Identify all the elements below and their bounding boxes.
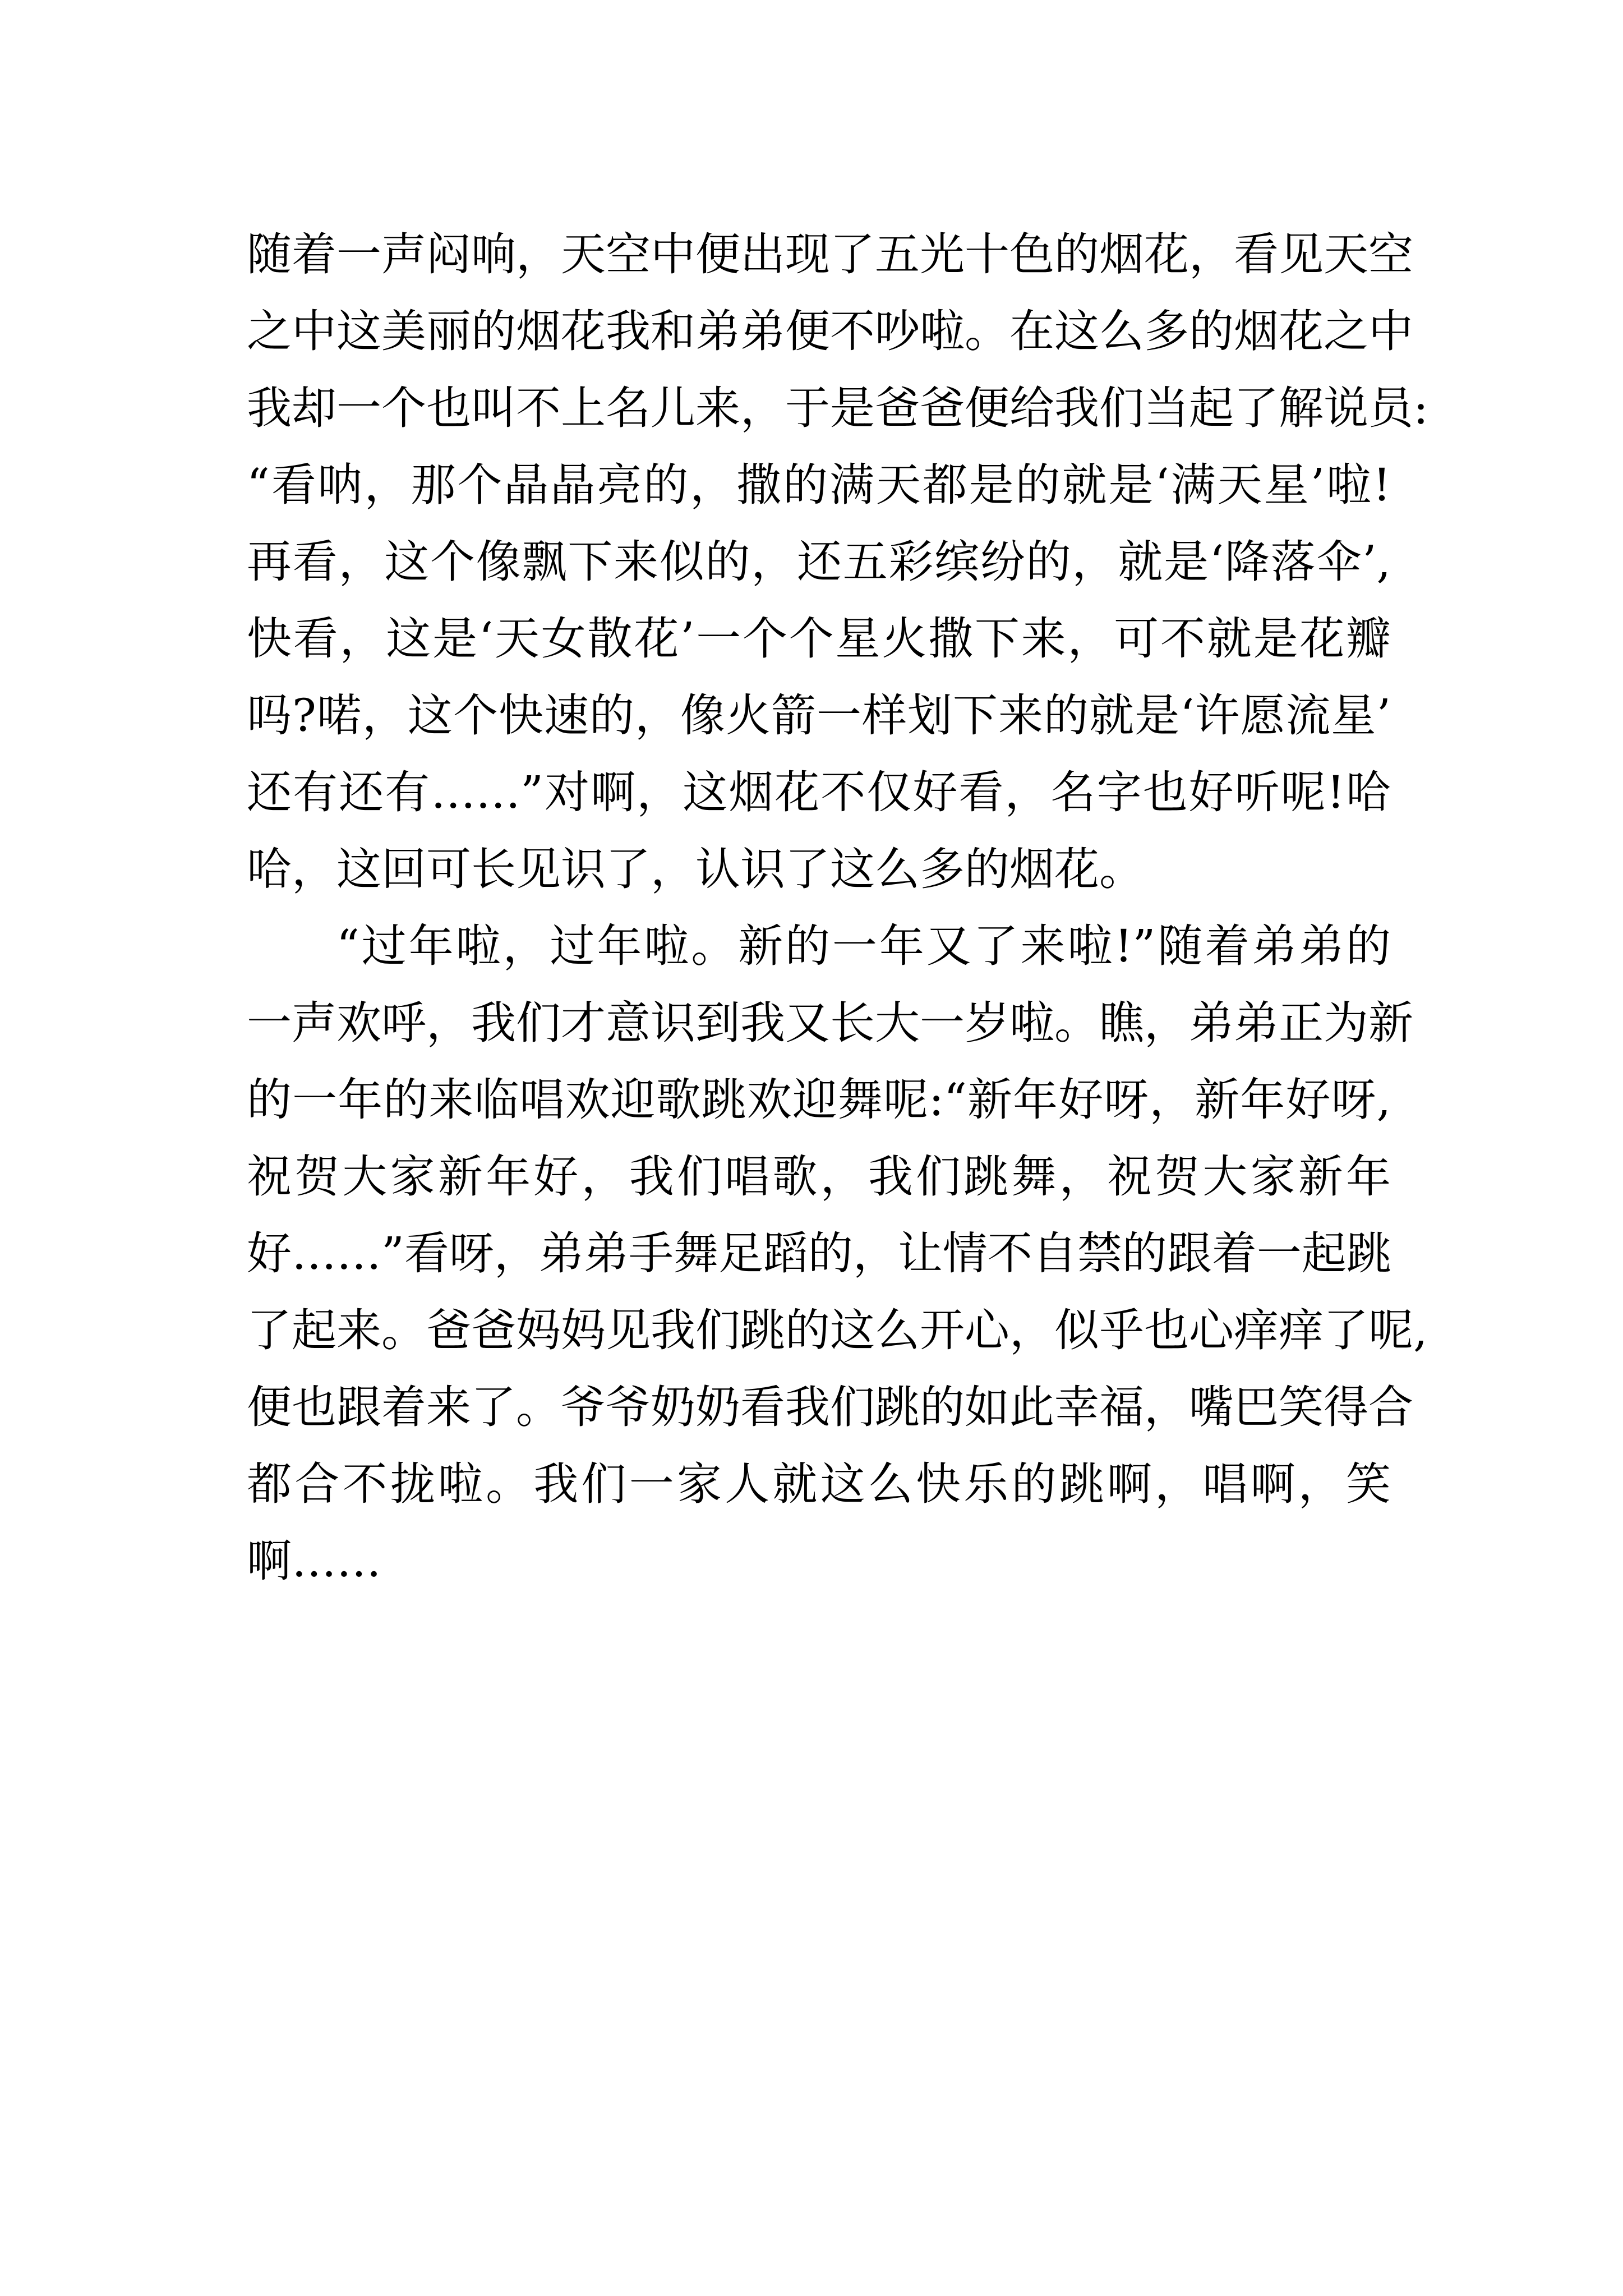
text-line: 哈，这回可长见识了，认识了这么多的烟花。: [247, 843, 1144, 895]
text-line: “看呐，那个晶晶亮的，撒的满天都是的就是‘满天星’啦!: [247, 459, 1391, 511]
text-line: 再看，这个像飘下来似的，还五彩缤纷的，就是‘降落伞’,: [247, 536, 1391, 588]
text-line: 快看，这是‘天女散花’一个个星火撒下来，可不就是花瓣: [247, 613, 1391, 665]
text-line: 便也跟着来了。爷爷奶奶看我们跳的如此幸福，嘴巴笑得合: [247, 1381, 1413, 1433]
text-line: 好……”看呀，弟弟手舞足蹈的，让情不自禁的跟着一起跳: [247, 1227, 1391, 1280]
text-line: 都合不拢啦。我们一家人就这么快乐的跳啊，唱啊，笑: [247, 1458, 1391, 1510]
paragraph-fireworks: [247, 216, 1428, 908]
body-text: [247, 216, 1428, 1599]
text-line: 吗?喏，这个快速的，像火箭一样划下来的就是‘许愿流星’: [247, 689, 1391, 742]
text-line: “过年啦，过年啦。新的一年又了来啦!”随着弟弟的: [336, 920, 1391, 972]
text-line: 我却一个也叫不上名儿来，于是爸爸便给我们当起了解说员:: [247, 382, 1428, 434]
paragraph-new-year: [247, 908, 1428, 1599]
text-line: 了起来。爸爸妈妈见我们跳的这么开心，似乎也心痒痒了呢,: [247, 1304, 1428, 1356]
text-line: 祝贺大家新年好，我们唱歌，我们跳舞，祝贺大家新年: [247, 1151, 1391, 1203]
text-line: 的一年的来临唱欢迎歌跳欢迎舞呢:“新年好呀，新年好呀,: [247, 1074, 1391, 1126]
text-line: 还有还有……”对啊，这烟花不仅好看，名字也好听呢!哈: [247, 766, 1391, 818]
text-line: 之中这美丽的烟花我和弟弟便不吵啦。在这么多的烟花之中: [247, 305, 1413, 357]
text-line: 随着一声闷响，天空中便出现了五光十色的烟花，看见天空: [247, 228, 1413, 280]
text-line: 一声欢呼，我们才意识到我又长大一岁啦。瞧，弟弟正为新: [247, 997, 1413, 1049]
text-line: 啊……: [247, 1535, 381, 1587]
